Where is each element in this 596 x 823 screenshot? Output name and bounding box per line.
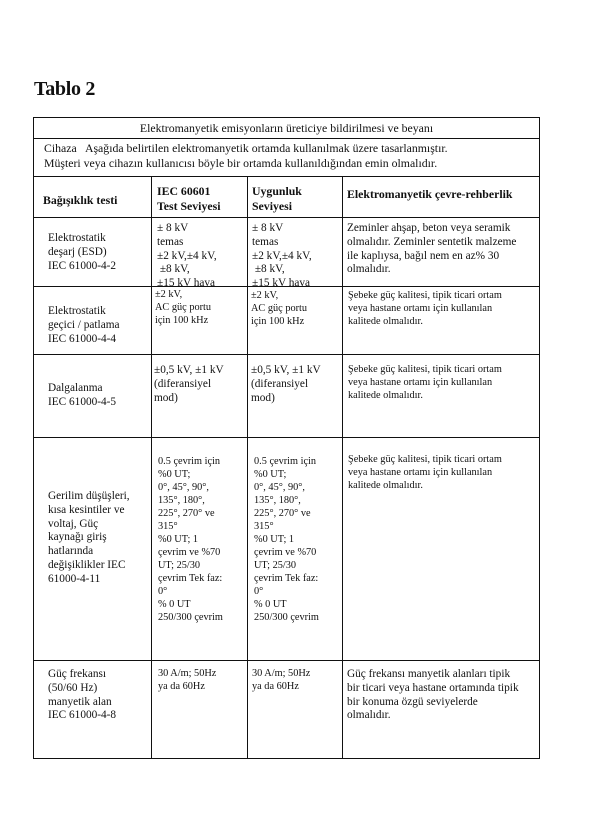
row-esd-compliance: ± 8 kV temas ±2 kV,±4 kV, ±8 kV, ±15 kV hava [252,222,312,290]
column-divider [342,176,343,759]
row-surge-level: ±0,5 kV, ±1 kV (diferansiyel mod) [154,364,224,404]
row-dips-test: Gerilim düşüşleri, kısa kesintiler ve voltaj, Güç kaynağı giriş hatlarında değişiklikler IEC 61000-4-11 [48,490,130,585]
row-dips-level: 0.5 çevrim için %0 UT; 0°, 45°, 90°, 135°, 180°, 225°, 270° ve 315° %0 UT; 1 çevrim ve %70 UT; 25/30 çevrim Tek faz: 0° % 0 UT 250/300 çevrim [158,456,223,623]
row-esd-level: ± 8 kV temas ±2 kV,±4 kV, ±8 kV, ±15 kV hava [157,222,217,290]
row-divider [33,437,540,438]
header-compliance: Uygunluk Seviyesi [252,184,302,213]
row-divider [33,354,540,355]
row-eft-compliance: ±2 kV, AC güç portu için 100 kHz [251,290,308,327]
table-intro: Cihaza Aşağıda belirtilen elektromanyetik ortamda kullanılmak üzere tasarlanmıştır. Müşteri veya cihazın kullanıcısı böyle bir ortamda kullanıldığından emin olmalıdır. [44,141,448,170]
row-dips-guidance: Şebeke güç kalitesi, tipik ticari ortam veya hastane ortamı için kullanılan kalitede olmalıdır. [348,454,502,491]
row-power-frequency-compliance: 30 A/m; 50Hz ya da 60Hz [252,668,311,692]
intro-divider [33,176,540,177]
header-test: Bağışıklık testi [43,193,118,207]
row-surge-guidance: Şebeke güç kalitesi, tipik ticari ortam veya hastane ortamı için kullanılan kalitede olmalıdır. [348,364,502,401]
row-dips-compliance: 0.5 çevrim için %0 UT; 0°, 45°, 90°, 135°, 180°, 225°, 270° ve 315° %0 UT; 1 çevrim ve %70 UT; 25/30 çevrim Tek faz: 0° % 0 UT 250/300 çevrim [254,456,319,623]
row-eft-test: Elektrostatik geçici / patlama IEC 61000-4-4 [48,305,120,345]
row-surge-test: Dalgalanma IEC 61000-4-5 [48,382,117,408]
row-surge-compliance: ±0,5 kV, ±1 kV (diferansiyel mod) [251,364,321,404]
header-level: IEC 60601 Test Seviyesi [157,184,221,213]
row-esd-guidance: Zeminler ahşap, beton veya seramik olmalıdır. Zeminler sentetik malzeme ile kaplıysa, bağıl nem en az% 30 olmalıdır. [347,222,517,276]
column-divider [151,176,152,759]
header-guidance: Elektromanyetik çevre-rehberlik [347,187,513,201]
row-power-frequency-guidance: Güç frekansı manyetik alanları tipik bir ticari veya hastane ortamında tipik bir konuma özgü seviyelerde olmalıdır. [347,668,519,722]
row-power-frequency-test: Güç frekansı (50/60 Hz) manyetik alan IEC 61000-4-8 [48,668,117,722]
row-eft-guidance: Şebeke güç kalitesi, tipik ticari ortam veya hastane ortamı için kullanılan kalitede olmalıdır. [348,290,502,327]
row-eft-level: ±2 kV, AC güç portu için 100 kHz [155,289,212,326]
page-heading: Tablo 2 [34,78,96,100]
row-esd-test: Elektrostatik deşarj (ESD) IEC 61000-4-2 [48,232,117,272]
column-divider [247,176,248,759]
header-divider [33,217,540,218]
row-divider [33,660,540,661]
table-caption: Elektromanyetik emisyonların üreticiye bildirilmesi ve beyanı [139,121,434,135]
row-power-frequency-level: 30 A/m; 50Hz ya da 60Hz [158,668,217,692]
caption-divider [33,138,540,139]
